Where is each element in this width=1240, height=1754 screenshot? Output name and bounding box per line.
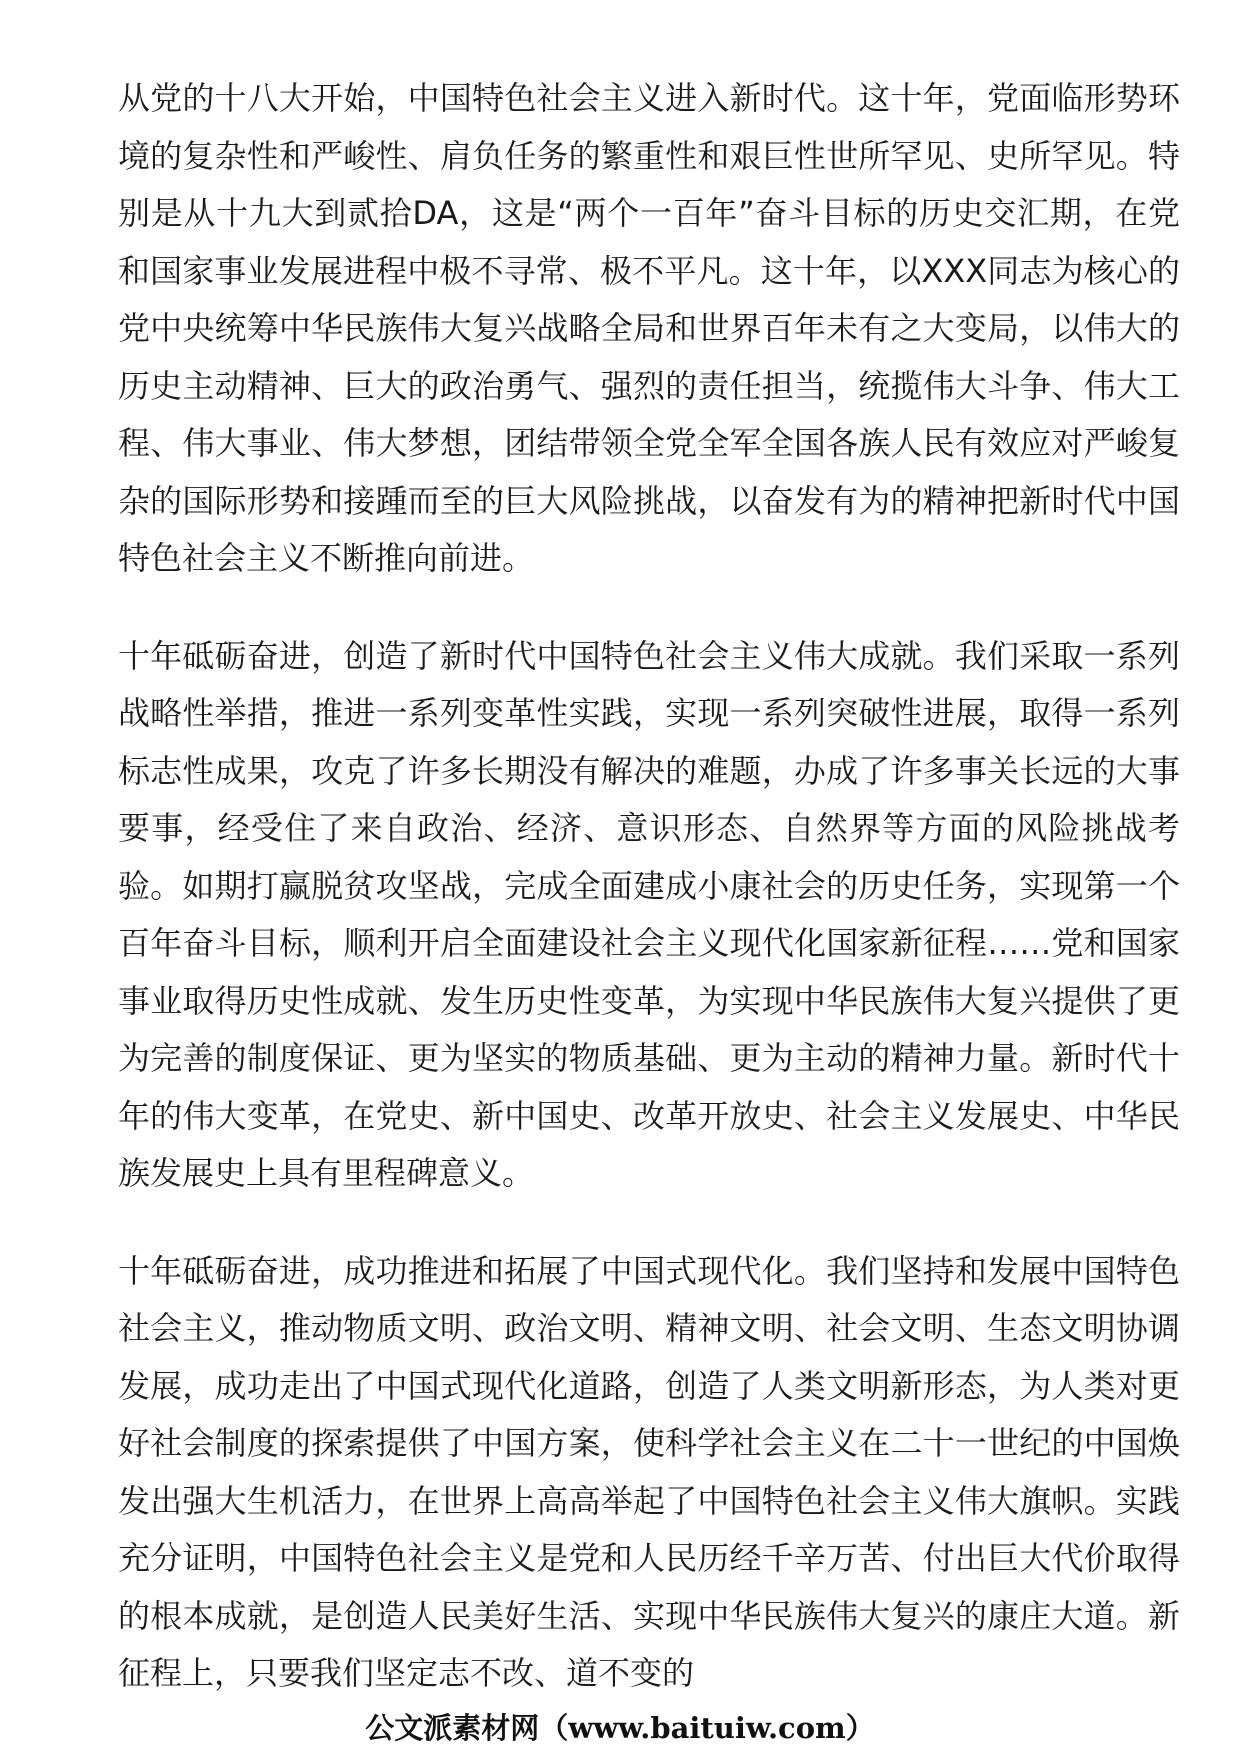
paragraph-1: 从党的十八大开始，中国特色社会主义进入新时代。这十年，党面临形势环境的复杂性和严峻性、肩负任务的繁重性和艰巨性世所罕见、史所罕见。特别是从十九大到贰拾DA，这是“两个一百年”奋斗目标的历史交汇期，在党和国家事业发展进程中极不寻常、极不平凡。这十年，以XXX同志为核心的党中央统筹中华民族伟大复兴战略全局和世界百年未有之大变局，以伟大的历史主动精神、巨大的政治勇气、强烈的责任担当，统揽伟大斗争、伟大工程、伟大事业、伟大梦想，团结带领全党全军全国各族人民有效应对严峻复杂的国际形势和接踵而至的巨大风险挑战，以奋发有为的精神把新时代中国特色社会主义不断推向前进。 bbox=[118, 79, 1180, 577]
paragraph-2: 十年砥砺奋进，创造了新时代中国特色社会主义伟大成就。我们采取一系列战略性举措，推进一系列变革性实践，实现一系列突破性进展，取得一系列标志性成果，攻克了许多长期没有解决的难题，办成了许多事关长远的大事要事，经受住了来自政治、经济、意识形态、自然界等方面的风险挑战考验。如期打赢脱贫攻坚战，完成全面建成小康社会的历史任务，实现第一个百年奋斗目标，顺利开启全面建设社会主义现代化国家新征程……党和国家事业取得历史性成就、发生历史性变革，为实现中华民族伟大复兴提供了更为完善的制度保证、更为坚实的物质基础、更为主动的精神力量。新时代十年的伟大变革，在党史、新中国史、改革开放史、社会主义发展史、中华民族发展史上具有里程碑意义。 bbox=[118, 636, 1180, 1192]
paragraph-3: 十年砥砺奋进，成功推进和拓展了中国式现代化。我们坚持和发展中国特色社会主义，推动物质文明、政治文明、精神文明、社会文明、生态文明协调发展，成功走出了中国式现代化道路，创造了人类文明新形态，为人类对更好社会制度的探索提供了中国方案，使科学社会主义在二十一世纪的中国焕发出强大生机活力，在世界上高高举起了中国特色社会主义伟大旗帜。实践充分证明，中国特色社会主义是党和人民历经千辛万苦、付出巨大代价取得的根本成就，是创造人民美好生活、实现中华民族伟大复兴的康庄大道。新征程上，只要我们坚定志不改、道不变的 bbox=[118, 1251, 1180, 1692]
page-footer-watermark: 公文派素材网（www.baituiw.com） bbox=[365, 1711, 875, 1745]
document-body bbox=[118, 70, 1180, 1743]
